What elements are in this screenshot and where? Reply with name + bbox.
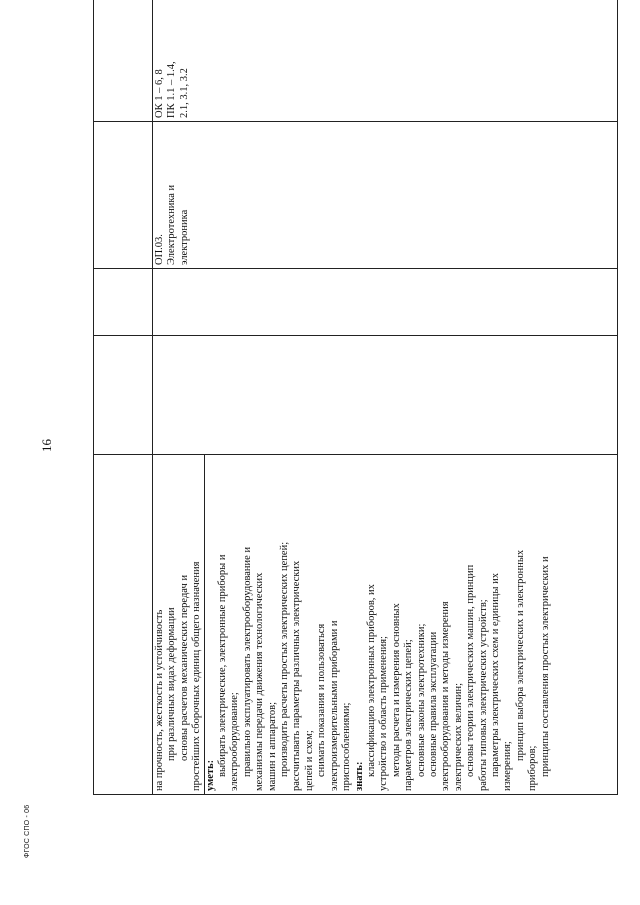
requirements-cell xyxy=(153,455,618,795)
table-cell xyxy=(94,122,153,269)
table-cell xyxy=(94,336,153,455)
text-line: принцип выбора электрических и электронных xyxy=(514,549,526,761)
text-line: основы расчетов механических передач и xyxy=(178,574,190,761)
table-row-empty xyxy=(94,0,153,795)
text-line: электрооборудования и методы измерения xyxy=(440,601,452,791)
discipline-name: Электротехника и xyxy=(166,184,178,265)
text-line: правильно эксплуатировать электрооборудование и xyxy=(241,546,253,777)
table-cell xyxy=(94,0,153,122)
text-line: рассчитывать параметры различных электрических xyxy=(291,560,303,791)
text-line: электроизмерительными приборами и xyxy=(328,620,340,791)
text-line: основные законы электротехники; xyxy=(415,623,427,777)
competency-line: ОК 1 – 6, 8 xyxy=(154,69,165,118)
page-number: 16 xyxy=(39,439,54,452)
table-cell xyxy=(153,269,618,336)
text-line: приборов; xyxy=(527,745,539,791)
znat-heading: знать: xyxy=(353,761,365,791)
table-row-discipline xyxy=(153,0,618,795)
umet-heading: уметь: xyxy=(204,759,216,791)
text-line: параметры электрических схем и единицы их xyxy=(489,573,501,777)
text-line: классификацию электронных приборов, их xyxy=(365,584,377,777)
footer-code: ФГОС СПО - 06 xyxy=(24,804,31,858)
text-line: устройство и область применения; xyxy=(378,636,390,791)
table-cell xyxy=(94,455,153,795)
text-line: принципы составления простых электрических и xyxy=(539,556,551,777)
text-line: машин и аппаратов; xyxy=(266,701,278,791)
text-line: на прочность, жесткость и устойчивость xyxy=(154,609,165,791)
text-line: производить расчеты простых электрических цепей; xyxy=(279,541,291,777)
discipline-code: ОП.03. xyxy=(154,234,165,265)
text-line: основные правила эксплуатации xyxy=(427,631,439,777)
text-line: основы теории электрических машин, принцип xyxy=(465,564,477,777)
text-line: снимать показания и пользоваться xyxy=(316,623,328,777)
text-line: параметров электрических цепей; xyxy=(403,639,415,791)
text-line: электрооборудование; xyxy=(229,692,241,791)
text-line: методы расчета и измерения основных xyxy=(390,603,402,777)
text-line: работы типовых электрических устройств; xyxy=(477,599,489,791)
previous-discipline-tail xyxy=(154,455,205,794)
discipline-cell xyxy=(153,122,618,269)
table-cell xyxy=(94,269,153,336)
text-line: выбирать электрические, электронные приборы и xyxy=(217,554,229,777)
table xyxy=(93,0,618,795)
text-line: цепей и схем; xyxy=(303,730,315,791)
table-cell xyxy=(153,336,618,455)
curriculum-table xyxy=(93,35,613,795)
text-line: приспособлениями; xyxy=(341,702,353,791)
competency-line: 2.1, 3.1, 3.2 xyxy=(178,68,190,118)
text-line: простейших сборочных единиц общего назначения xyxy=(191,561,203,791)
discipline-name: электроника xyxy=(178,209,190,265)
text-line: электрических величин; xyxy=(452,682,464,791)
text-line: механизмы передачи движения технологических xyxy=(254,572,266,791)
competency-line: ПК 1.1 – 1.4, xyxy=(166,61,178,118)
competencies-cell xyxy=(153,0,618,122)
text-line: при различных видах деформации xyxy=(166,607,178,761)
text-line: измерения; xyxy=(502,741,514,791)
